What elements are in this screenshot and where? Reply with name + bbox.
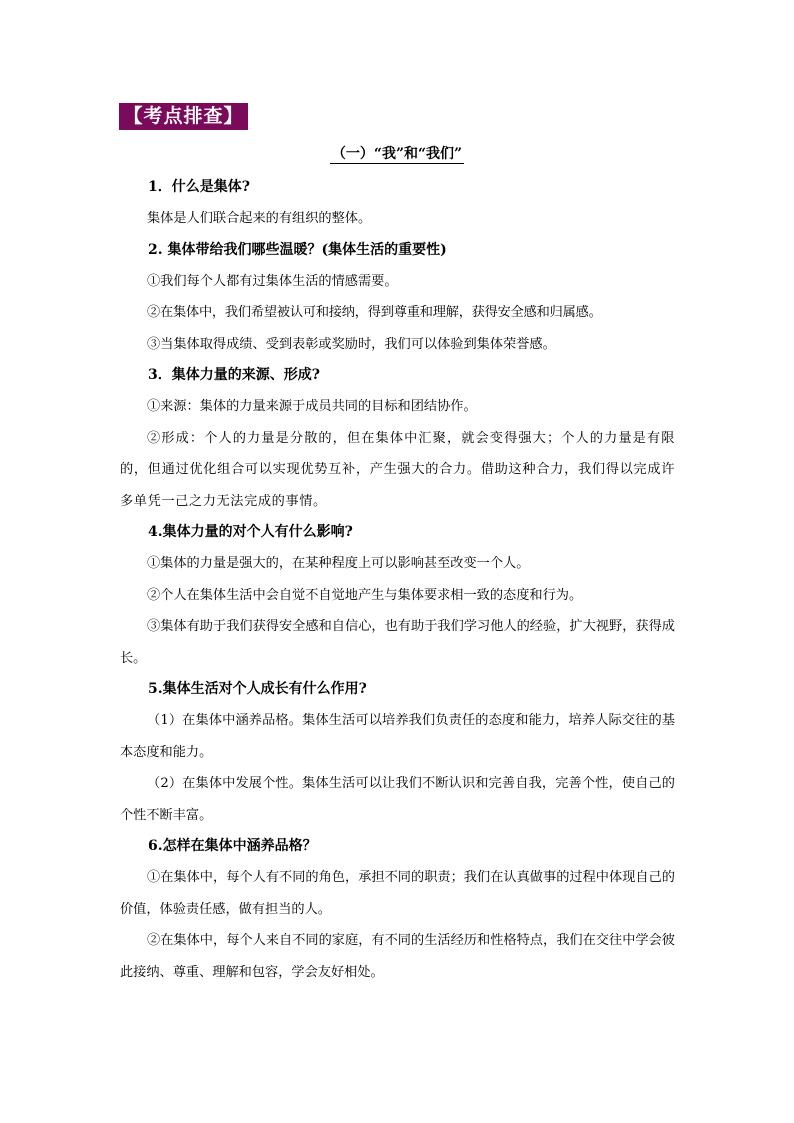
answer-2-paragraph-3: ③当集体取得成绩、受到表彰或奖励时，我们可以体验到集体荣誉感。 [147, 336, 556, 352]
answer-4-paragraph-2: ②个人在集体生活中会自觉不自觉地产生与集体要求相一致的态度和行为。 [147, 587, 583, 603]
section-title [0, 144, 794, 164]
answer-6-paragraph-1: ①在集体中，每个人有不同的角色，承担不同的职责；我们在认真做事的过程中体现自己的价值，体验责任感，做有担当的人。 [120, 870, 675, 917]
answer-1-paragraph-1: 集体是人们联合起来的有组织的整体。 [147, 211, 372, 226]
question-3-heading: 3．集体力量的来源、形成? [148, 367, 320, 383]
answer-3-paragraph-2: ②形成：个人的力量是分散的，但在集体中汇聚，就会变得强大；个人的力量是有限的，但通过优化组合可以实现优势互补，产生强大的合力。借助这种合力，我们得以完成许多单凭一己之力无法完成的事情。 [120, 430, 675, 509]
answer-4-paragraph-1: ①集体的力量是强大的，在某种程度上可以影响甚至改变一个人。 [147, 556, 530, 571]
question-2-heading: 2. 集体带给我们哪些温暖？(集体生活的重要性) [148, 241, 447, 258]
answer-5-paragraph-1: （1）在集体中涵养品格。集体生活可以培养我们负责任的态度和能力，培养人际交往的基本态度和能力。 [120, 713, 675, 760]
question-5-heading: 5.集体生活对个人成长有什么作用? [148, 681, 367, 697]
answer-5-paragraph-2: （2）在集体中发展个性。集体生活可以让我们不断认识和完善自我，完善个性，使自己的个性不断丰富。 [120, 776, 675, 823]
answer-4-paragraph-3: ③集体有助于我们获得安全感和自信心，也有助于我们学习他人的经验，扩大视野，获得成长。 [120, 619, 675, 666]
answer-6-paragraph-2: ②在集体中，每个人来自不同的家庭，有不同的生活经历和性格特点，我们在交往中学会彼此接纳、尊重、理解和包容，学会友好相处。 [120, 933, 675, 980]
section-title-text: （一）“我”和“我们” [331, 146, 463, 162]
answer-3-paragraph-1: ①来源：集体的力量来源于成员共同的目标和团结协作。 [147, 399, 477, 414]
answer-2-paragraph-1: ①我们每个人都有过集体生活的情感需要。 [147, 273, 398, 289]
section-label-badge: 【考点排查】 [119, 103, 248, 130]
question-6-heading: 6.怎样在集体中涵养品格？ [148, 838, 317, 854]
answer-2-paragraph-2: ②在集体中，我们希望被认可和接纳，得到尊重和理解，获得安全感和归属感。 [147, 305, 602, 320]
question-4-heading: 4.集体力量的对个人有什么影响? [148, 524, 353, 540]
document-body [120, 172, 675, 988]
question-1-heading: 1．什么是集体? [148, 179, 250, 195]
